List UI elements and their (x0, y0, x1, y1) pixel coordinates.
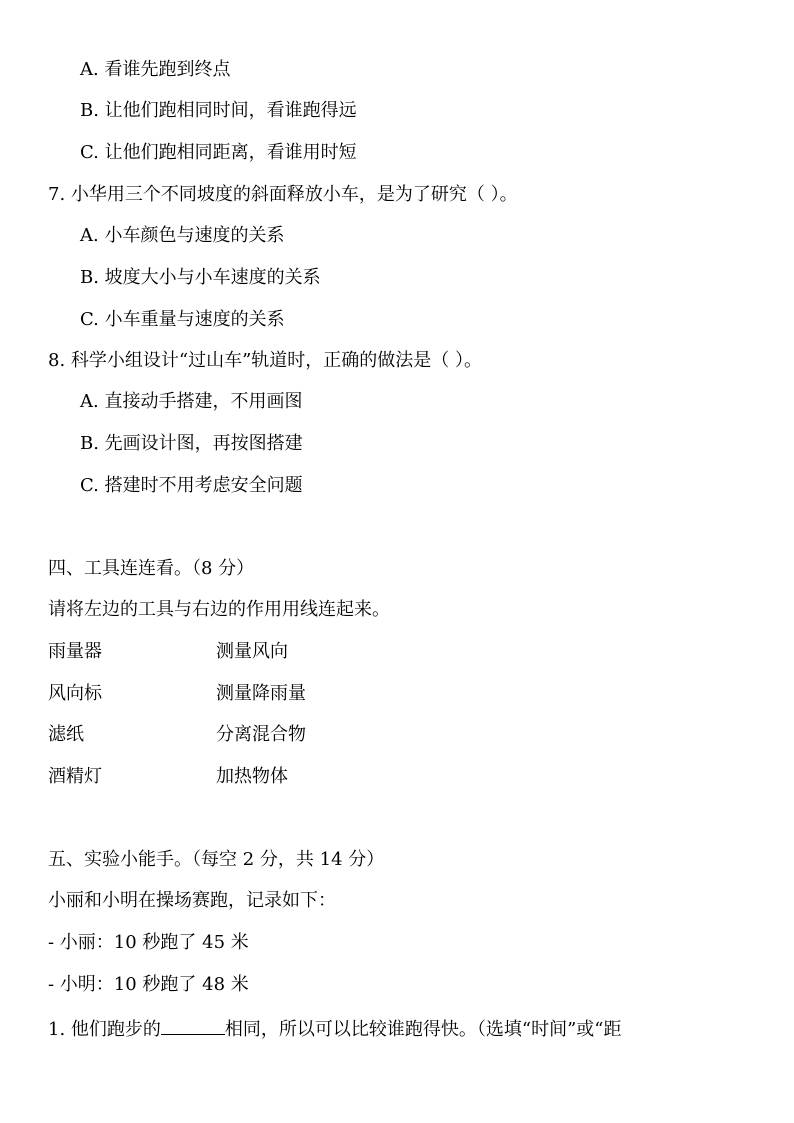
section5-title: 五、实验小能手。（每空 2 分，共 14 分） (48, 849, 385, 870)
section4-title: 四、工具连连看。（8 分） (48, 558, 255, 579)
section5-intro: 小丽和小明在操场赛跑，记录如下： (48, 890, 336, 911)
use-item: 分离混合物 (216, 724, 306, 745)
q7-option-b: B. 坡度大小与小车速度的关系 (80, 267, 321, 288)
record-xiaoli: - 小丽：10 秒跑了 45 米 (48, 932, 249, 953)
tool-item: 酒精灯 (48, 766, 102, 787)
q1-suffix: 相同，所以可以比较谁跑得快。（选填“时间”或“距 (224, 1019, 622, 1040)
q6-option-b: B. 让他们跑相同时间，看谁跑得远 (80, 100, 357, 121)
q1-prefix: 1. 他们跑步的 (48, 1019, 161, 1040)
q7-option-c: C. 小车重量与速度的关系 (80, 309, 285, 330)
use-item: 测量风向 (216, 641, 288, 662)
use-item: 测量降雨量 (216, 683, 306, 704)
q8-option-b: B. 先画设计图，再按图搭建 (80, 433, 303, 454)
q7-option-a: A. 小车颜色与速度的关系 (80, 225, 285, 246)
q6-option-a: A. 看谁先跑到终点 (80, 59, 231, 80)
section4-instruction: 请将左边的工具与右边的作用用线连起来。 (48, 599, 390, 620)
section5-question-1 (48, 1016, 622, 1041)
tool-item: 滤纸 (48, 724, 84, 745)
use-item: 加热物体 (216, 766, 288, 787)
q8-stem: 8. 科学小组设计“过山车”轨道时，正确的做法是（ ）。 (48, 350, 483, 371)
q8-option-a: A. 直接动手搭建，不用画图 (80, 391, 303, 412)
answer-blank[interactable] (161, 1016, 225, 1035)
record-xiaoming: - 小明：10 秒跑了 48 米 (48, 974, 249, 995)
q7-stem: 7. 小华用三个不同坡度的斜面释放小车，是为了研究（ ）。 (48, 184, 518, 205)
q6-option-c: C. 让他们跑相同距离，看谁用时短 (80, 142, 357, 163)
q8-option-c: C. 搭建时不用考虑安全问题 (80, 475, 303, 496)
tool-item: 雨量器 (48, 641, 102, 662)
tool-item: 风向标 (48, 683, 102, 704)
